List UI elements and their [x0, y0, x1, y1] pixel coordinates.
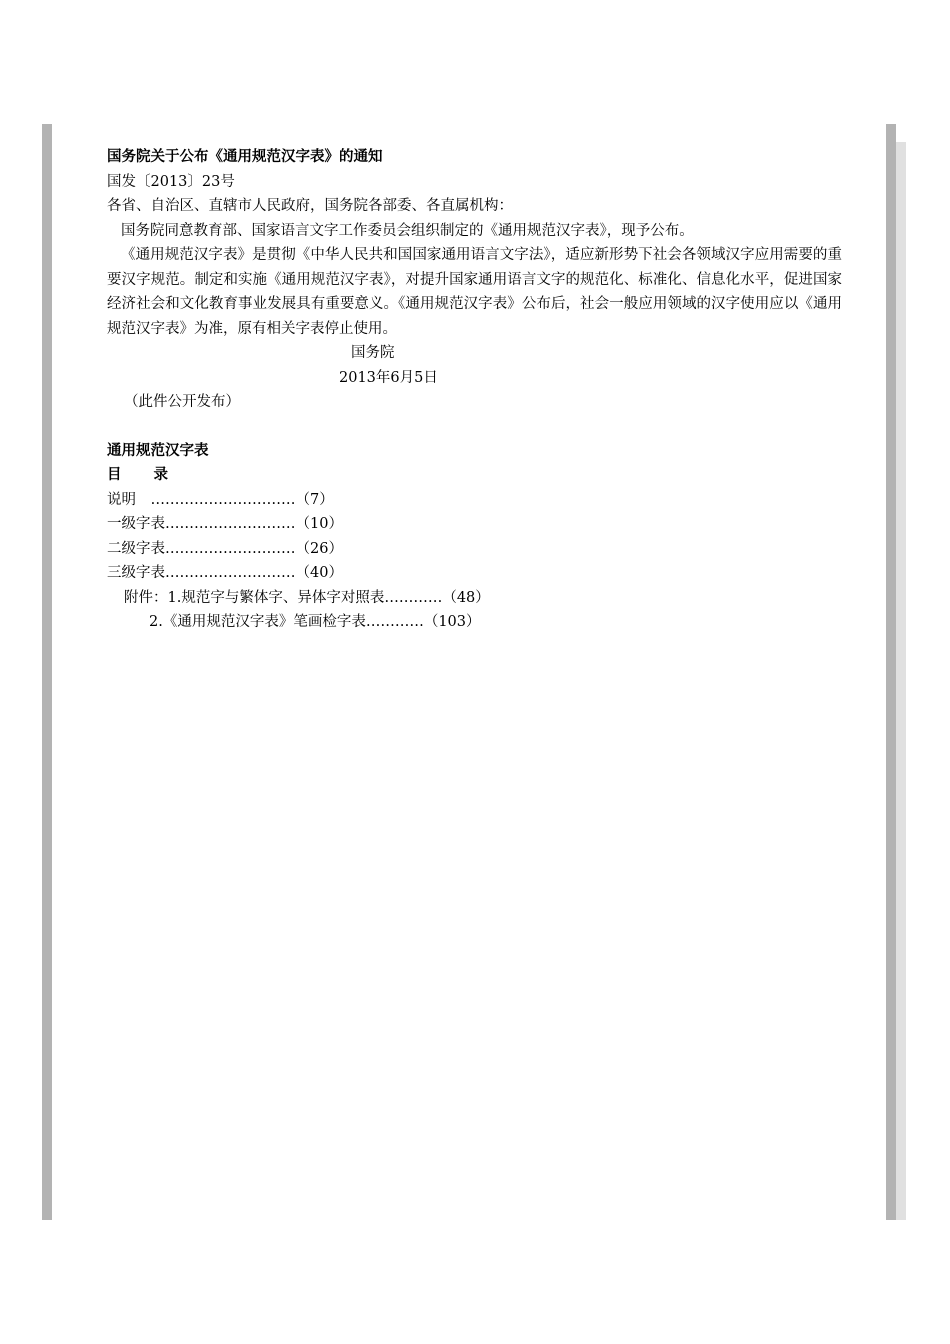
notice-paragraph-1: 国务院同意教育部、国家语言文字工作委员会组织制定的《通用规范汉字表》，现予公布。: [121, 222, 694, 239]
toc-appendix-2: 2.《通用规范汉字表》笔画检字表…………（103）: [149, 614, 481, 630]
table-title: 通用规范汉字表: [107, 441, 209, 459]
toc-heading: [107, 463, 842, 488]
toc-item-level1: 一级字表………………………（10）: [107, 516, 343, 532]
signature-date: 2013年6月5日: [339, 369, 438, 386]
page-left-border: [42, 124, 52, 1220]
section-spacer: [107, 415, 842, 439]
document-body: [107, 145, 842, 635]
page-right-shadow: [896, 142, 906, 1220]
page-right-border: [886, 124, 896, 1220]
notice-title: 国务院关于公布《通用规范汉字表》的通知: [107, 148, 383, 165]
toc-item-level3: 三级字表………………………（40）: [107, 565, 343, 581]
doc-number: 国发〔2013〕23号: [107, 173, 235, 190]
release-note: （此件公开发布）: [124, 394, 240, 410]
signature: 国务院: [351, 345, 395, 361]
toc-heading-char-1: 目: [107, 466, 122, 483]
toc-item-level2: 二级字表………………………（26）: [107, 540, 343, 557]
toc-appendix-1: 附件：1.规范字与繁体字、异体字对照表…………（48）: [124, 589, 490, 606]
addressees: 各省、自治区、直辖市人民政府，国务院各部委、各直属机构：: [107, 198, 513, 214]
toc-item-shuoming: 说明 …………………………（7）: [107, 491, 334, 508]
toc-heading-char-2: 录: [153, 466, 168, 483]
notice-paragraph-2: 《通用规范汉字表》是贯彻《中华人民共和国国家通用语言文字法》，适应新形势下社会各领域汉字应用需要的重要汉字规范。制定和实施《通用规范汉字表》，对提升国家通用语言文字的规范化、标准化、信息化水平，促进国家经济社会和文化教育事业发展具有重要意义。《通用规范汉字表》公布后，社会一般应用领域的汉字使用应以《通用规范汉字表》为准，原有相关字表停止使用。: [107, 247, 842, 337]
